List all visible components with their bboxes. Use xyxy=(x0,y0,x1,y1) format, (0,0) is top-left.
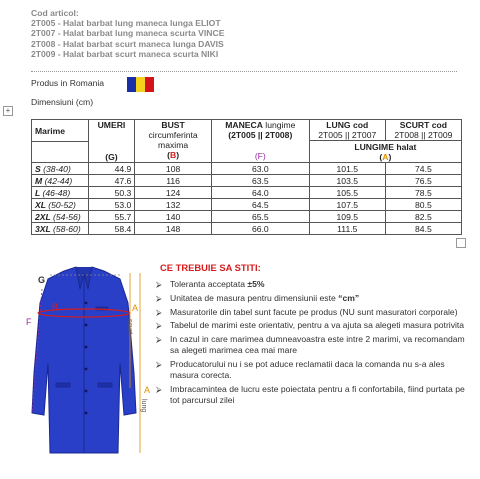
origin-text: Produs in Romania xyxy=(31,78,105,88)
table-row xyxy=(32,199,462,211)
table-header-row xyxy=(32,120,462,141)
maneca-cell: 66.0 xyxy=(211,223,309,235)
flag-stripe-blue xyxy=(127,77,136,92)
lung-cell: 105.5 xyxy=(309,187,385,199)
list-item: ⮚ Masuratorile din tabel sunt facute pe produs (NU sunt masuratori corporale) xyxy=(156,306,458,317)
header-maneca: MANECA lungime (2T005 || 2T008) (F) xyxy=(211,120,309,163)
label-a-lung: A xyxy=(144,385,150,395)
list-item: ⮚ In cazul in care marimea dumneavoastra este intre 2 marimi, va recomandam sa alegeti marimea cea mai mare xyxy=(156,334,465,356)
header-lungime: LUNGIME halat (A) xyxy=(309,141,461,163)
table-row xyxy=(32,175,462,187)
code-line: 2T007 - Halat barbat lung maneca scurta VINCE xyxy=(31,28,225,39)
arrow-icon: ⮚ xyxy=(156,280,162,289)
header-bust: BUST circumferinta maxima (B) xyxy=(135,120,212,163)
maneca-cell: 64.0 xyxy=(211,187,309,199)
header-marime: Marime xyxy=(32,120,89,142)
size-cell: 2XL (54-56) xyxy=(32,211,89,223)
scurt-cell: 76.5 xyxy=(385,175,461,187)
scurt-cell: 80.5 xyxy=(385,199,461,211)
umeri-cell: 58.4 xyxy=(88,223,135,235)
list-item: ⮚ Producatorului nu i se pot aduce reclamatii daca la comanda nu s-a ales masura corecta. xyxy=(156,359,445,381)
scurt-cell: 74.5 xyxy=(385,163,461,175)
maneca-cell: 65.5 xyxy=(211,211,309,223)
size-table xyxy=(31,119,462,235)
list-item: ⮚ Tabelul de marimi este orientativ, pentru a va ajuta sa alegeti masura potrivita xyxy=(156,320,465,331)
list-item: ⮚ Imbracamintea de lucru este poiectata pentru a fi confortabila, fiind purtata pe tot parcursul zilei xyxy=(156,384,465,406)
lung-cell: 101.5 xyxy=(309,163,385,175)
umeri-cell: 55.7 xyxy=(88,211,135,223)
codes-label: Cod articol: xyxy=(31,8,79,18)
header-umeri: UMERI (G) xyxy=(88,120,135,163)
table-move-handle-icon[interactable]: + xyxy=(3,106,13,116)
dotted-divider xyxy=(31,71,457,72)
arrow-icon: ⮚ xyxy=(156,307,162,317)
arrow-icon: ⮚ xyxy=(156,293,162,303)
label-b: B xyxy=(52,302,59,312)
info-title: CE TREBUIE SA STITI: xyxy=(160,262,261,273)
lung-cell: 103.5 xyxy=(309,175,385,187)
size-cell: XL (50-52) xyxy=(32,199,89,211)
maneca-cell: 63.5 xyxy=(211,175,309,187)
header-lung: LUNG cod 2T005 || 2T007 xyxy=(309,120,385,141)
scurt-cell: 82.5 xyxy=(385,211,461,223)
code-line: 2T005 - Halat barbat lung maneca lunga ELIOT xyxy=(31,18,221,29)
table-row xyxy=(32,163,462,175)
label-a-scurt: A xyxy=(132,303,139,313)
label-scurt: scurt xyxy=(126,319,133,335)
code-line: 2T009 - Halat barbat scurt maneca scurta NIKI xyxy=(31,48,219,59)
list-item: ⮚ Unitatea de masura pentru dimensiunii este “cm” xyxy=(156,292,360,303)
bust-cell: 132 xyxy=(135,199,212,211)
arrow-icon: ⮚ xyxy=(156,360,162,370)
maneca-cell: 64.5 xyxy=(211,199,309,211)
table-resize-handle-icon[interactable] xyxy=(456,238,466,248)
arrow-icon: ⮚ xyxy=(156,321,162,331)
arrow-icon: ⮚ xyxy=(156,385,162,395)
article-codes xyxy=(31,8,224,59)
umeri-cell: 53.0 xyxy=(88,199,135,211)
flag-stripe-yellow xyxy=(136,77,145,92)
flag-stripe-red xyxy=(145,77,154,92)
romania-flag-icon xyxy=(127,77,154,92)
lung-cell: 107.5 xyxy=(309,199,385,211)
size-cell: L (46-48) xyxy=(32,187,89,199)
size-cell: 3XL (58-60) xyxy=(32,223,89,235)
info-list xyxy=(150,279,470,409)
label-lung: lung xyxy=(140,399,147,413)
lung-cell: 109.5 xyxy=(309,211,385,223)
umeri-cell: 44.9 xyxy=(88,163,135,175)
maneca-cell: 63.0 xyxy=(211,163,309,175)
size-cell: M (42-44) xyxy=(32,175,89,187)
header-scurt: SCURT cod 2T008 || 2T009 xyxy=(385,120,461,141)
list-item: ⮚ Toleranta acceptata ±5% xyxy=(156,279,265,289)
table-row xyxy=(32,211,462,223)
umeri-cell: 47.6 xyxy=(88,175,135,187)
arrow-icon: ⮚ xyxy=(156,335,162,345)
scurt-cell: 84.5 xyxy=(385,223,461,235)
bust-cell: 116 xyxy=(135,175,212,187)
label-f: F xyxy=(26,317,32,327)
label-g: G xyxy=(38,275,46,285)
coat-illustration xyxy=(20,263,150,471)
size-cell: S (38-40) xyxy=(32,163,89,175)
bust-cell: 124 xyxy=(135,187,212,199)
bust-cell: 140 xyxy=(135,211,212,223)
lung-cell: 111.5 xyxy=(309,223,385,235)
bust-cell: 148 xyxy=(135,223,212,235)
bust-cell: 108 xyxy=(135,163,212,175)
table-row xyxy=(32,223,462,235)
umeri-cell: 50.3 xyxy=(88,187,135,199)
code-line: 2T008 - Halat barbat scurt maneca lunga DAVIS xyxy=(31,38,224,49)
dimensions-title: Dimensiuni (cm) xyxy=(31,97,94,107)
scurt-cell: 78.5 xyxy=(385,187,461,199)
table-row xyxy=(32,187,462,199)
